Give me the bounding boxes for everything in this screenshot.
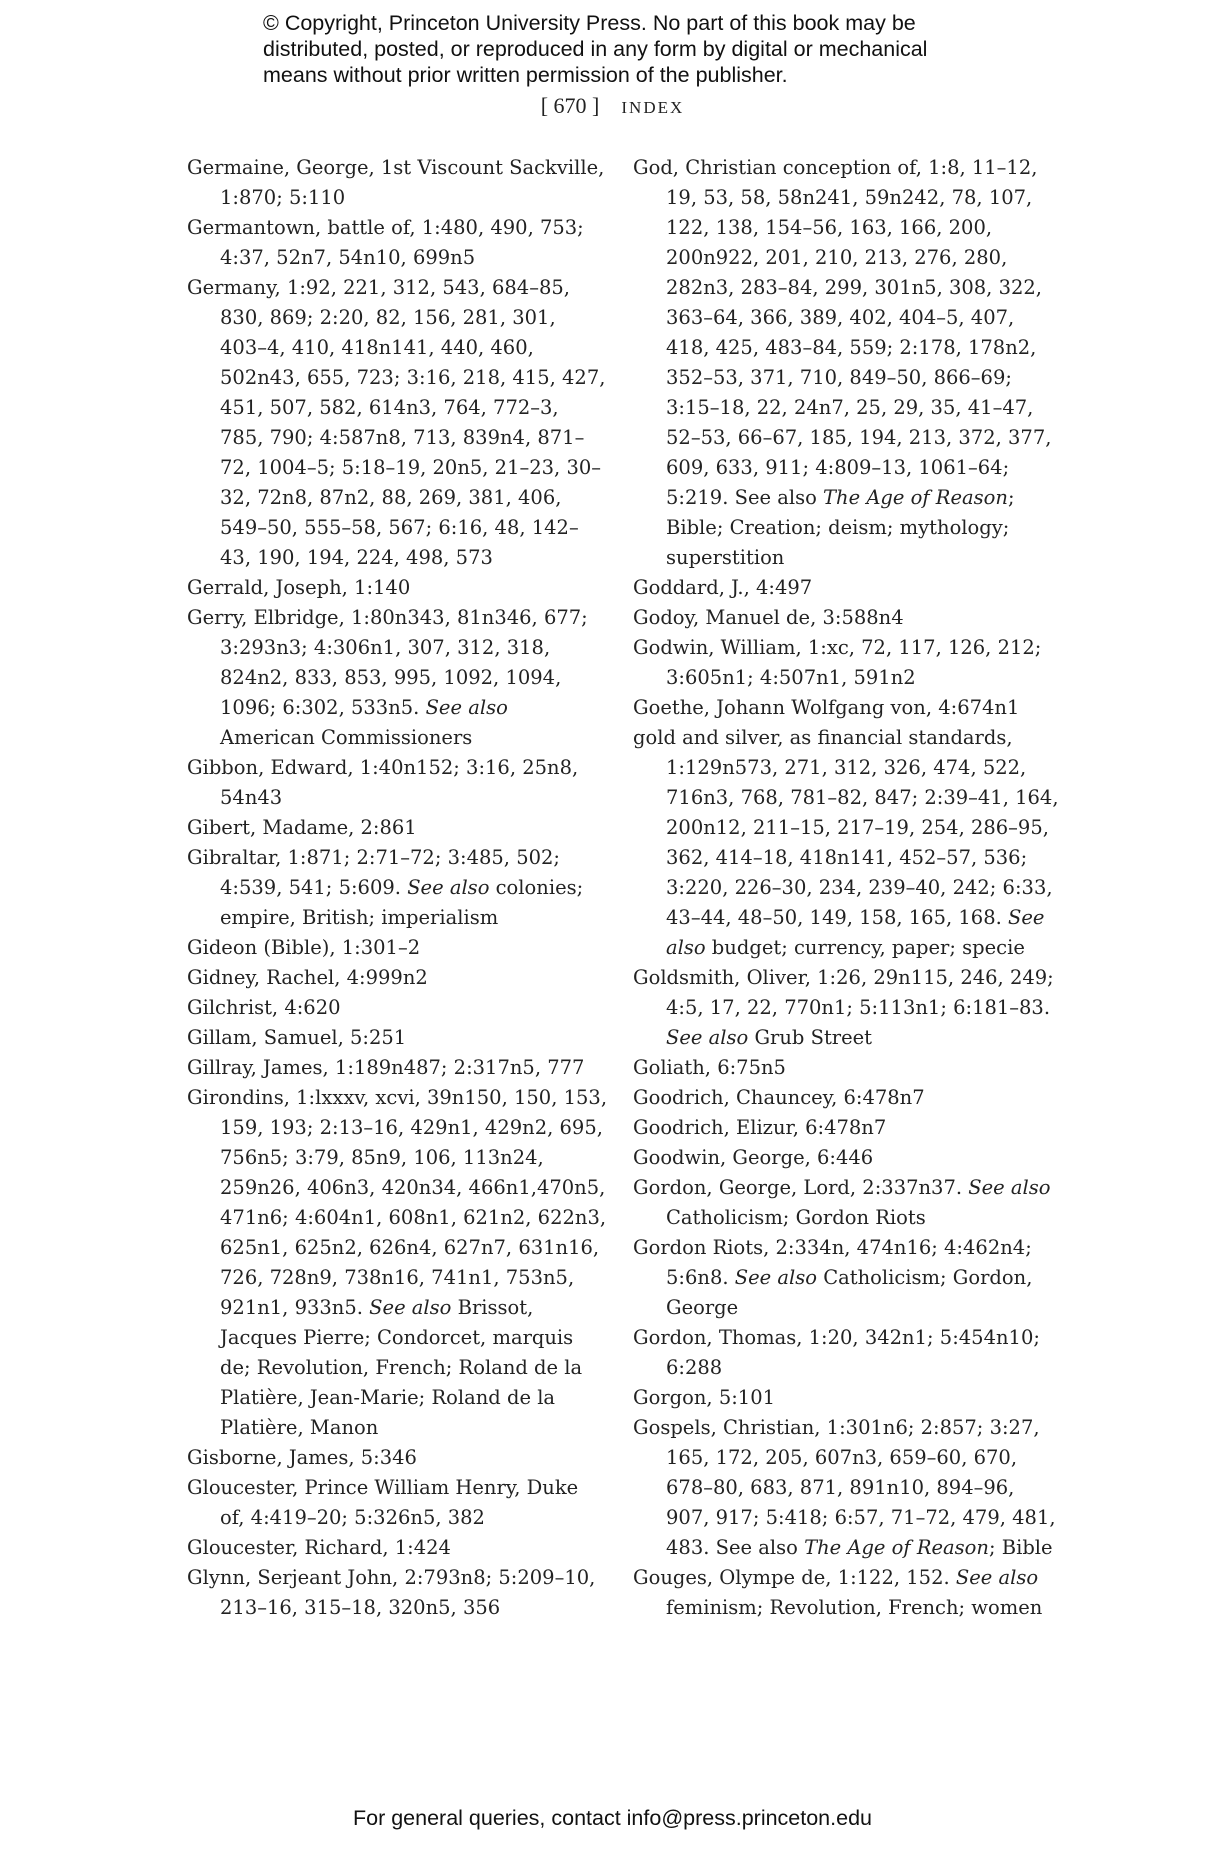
index-entry: [633, 1563, 1063, 1623]
index-entry: [187, 813, 607, 843]
entry-text: Germaine, George, 1st Viscount Sackville, 1:870; 5:110: [187, 156, 611, 209]
page-number: [ 670 ]: [540, 93, 600, 118]
index-entry: [187, 1023, 607, 1053]
copyright-line: means without prior written permission of the publisher.: [263, 63, 788, 87]
contact-text: For general queries, contact info@press.princeton.edu: [352, 1806, 872, 1830]
entry-text: gold and silver, as financial standards, 1:129n573, 271, 312, 326, 474, 522, 716n3, 768, 781–82, 847; 2:39–41, 164, 200n12, 211–15, 217–19, 254, 286–95, 362, 414–18, 418n141, 452–57, 536; 3:220, 226–30, 234, 239–40, 242; 6:33, 43–44, 48–50, 149, 158, 165, 168.: [633, 726, 1065, 929]
copyright-notice: [263, 10, 983, 88]
entry-text: Godoy, Manuel de, 3:588n4: [633, 606, 904, 629]
entry-text: Goldsmith, Oliver, 1:26, 29n115, 246, 249; 4:5, 17, 22, 770n1; 5:113n1; 6:181–83.: [633, 966, 1060, 1019]
entry-text: Gerry, Elbridge, 1:80n343, 81n346, 677; 3:293n3; 4:306n1, 307, 312, 318, 824n2, 833, 853, 995, 1092, 1094, 1096; 6:302, 533n5.: [187, 606, 594, 719]
index-entry: [187, 963, 607, 993]
cross-reference-label: See also: [425, 696, 508, 719]
section-title: INDEX: [621, 98, 685, 117]
entry-text: Gouges, Olympe de, 1:122, 152.: [633, 1566, 956, 1589]
index-entry: [633, 153, 1063, 573]
index-entry: [187, 1083, 614, 1443]
index-column-right: [633, 153, 1063, 1623]
entry-text: Gillam, Samuel, 5:251: [187, 1026, 407, 1049]
entry-text: Gloucester, Prince William Henry, Duke of, 4:419–20; 5:326n5, 382: [187, 1476, 585, 1529]
index-entry: [633, 1143, 1063, 1173]
entry-text: ; Bible; Creation; deism; mythology; superstition: [666, 486, 1021, 569]
index-entry: [633, 1083, 1063, 1113]
cross-reference-label: See also: [666, 1026, 749, 1049]
index-entry: [187, 603, 607, 753]
index-entry: [187, 1053, 607, 1083]
index-entry: [187, 1473, 607, 1533]
entry-text: Gibbon, Edward, 1:40n152; 3:16, 25n8, 54n43: [187, 756, 585, 809]
cross-reference-label: See also: [407, 876, 490, 899]
entry-text: Godwin, William, 1:xc, 72, 117, 126, 212; 3:605n1; 4:507n1, 591n2: [633, 636, 1048, 689]
entry-text: Gloucester, Richard, 1:424: [187, 1536, 451, 1559]
entry-text: Goodrich, Chauncey, 6:478n7: [633, 1086, 925, 1109]
entry-text: Gorgon, 5:101: [633, 1386, 776, 1409]
cross-reference-label: The Age of Reason: [823, 486, 1008, 509]
index-entry: [633, 1173, 1063, 1233]
entry-text: Gibraltar, 1:871; 2:71–72; 3:485, 502; 4:539, 541; 5:609.: [187, 846, 567, 899]
index-entry: [187, 213, 607, 273]
entry-text: Girondins, 1:lxxxv, xcvi, 39n150, 150, 153, 159, 193; 2:13–16, 429n1, 429n2, 695, 756n5; 3:79, 85n9, 106, 113n24, 259n26, 406n3, 420n34, 466n1,470n5, 471n6; 4:604n1, 608n1, 621n2, 622n3, 625n1, 625n2, 626n4, 627n7, 631n16, 726, 728n9, 738n16, 741n1, 753n5, 921n1, 933n5.: [187, 1086, 614, 1319]
entry-text: American Commissioners: [220, 696, 515, 749]
entry-text: Germantown, battle of, 1:480, 490, 753; 4:37, 52n7, 54n10, 699n5: [187, 216, 590, 269]
index-entry: [187, 273, 612, 573]
index-entry: [633, 963, 1063, 1053]
index-entry: [633, 693, 1063, 723]
entry-text: Catholicism; Gordon Riots: [666, 1176, 1057, 1229]
index-entry: [187, 933, 607, 963]
entry-text: Gordon, George, Lord, 2:337n37.: [633, 1176, 969, 1199]
cross-reference-label: See also: [968, 1176, 1051, 1199]
entry-text: Gilchrist, 4:620: [187, 996, 341, 1019]
entry-text: Gibert, Madame, 2:861: [187, 816, 417, 839]
index-entry: [187, 573, 607, 603]
entry-text: budget; currency, paper; specie: [705, 936, 1025, 959]
contact-footer: [0, 1806, 1225, 1831]
index-entry: [633, 1383, 1063, 1413]
entry-text: Glynn, Serjeant John, 2:793n8; 5:209–10, 213–16, 315–18, 320n5, 356: [187, 1566, 602, 1619]
entry-text: Goddard, J., 4:497: [633, 576, 813, 599]
entry-text: colonies; empire, British; imperialism: [220, 876, 590, 929]
entry-text: Goodwin, George, 6:446: [633, 1146, 874, 1169]
entry-text: Gordon Riots, 2:334n, 474n16; 4:462n4; 5:6n8.: [633, 1236, 1038, 1289]
index-entry: [187, 1443, 607, 1473]
index-column-left: [187, 153, 614, 1623]
index-entry: [633, 1233, 1063, 1323]
entry-text: Gideon (Bible), 1:301–2: [187, 936, 421, 959]
cross-reference-label: See also: [666, 906, 1051, 959]
entry-text: Catholicism; Gordon, George: [666, 1266, 1039, 1319]
index-entry: [633, 1053, 1063, 1083]
cross-reference-label: See also: [734, 1266, 817, 1289]
copyright-line: © Copyright, Princeton University Press. No part of this book may be: [263, 11, 916, 35]
index-entry: [187, 153, 611, 213]
entry-text: God, Christian conception of, 1:8, 11–12, 19, 53, 58, 58n241, 59n242, 78, 107, 122, 138, 154–56, 163, 166, 200, 200n922, 201, 210, 213, 276, 280, 282n3, 283–84, 299, 301n5, 308, 322, 363–64, 366, 389, 402, 404–5, 407, 418, 425, 483–84, 559; 2:178, 178n2, 352–53, 371, 710, 849–50, 866–69; 3:15–18, 22, 24n7, 25, 29, 35, 41–47, 52–53, 66–67, 185, 194, 213, 372, 377, 609, 633, 911; 4:809–13, 1061–64; 5:219. See also: [633, 156, 1058, 509]
index-entry: [187, 1563, 607, 1623]
index-entry: [187, 993, 607, 1023]
entry-text: Grub Street: [748, 1026, 873, 1049]
cross-reference-label: The Age of Reason: [804, 1536, 989, 1559]
index-entry: [633, 633, 1063, 693]
index-entry: [633, 603, 1063, 633]
entry-text: feminism; Revolution, French; women: [666, 1566, 1045, 1619]
cross-reference-label: See also: [369, 1296, 452, 1319]
entry-text: Gerrald, Joseph, 1:140: [187, 576, 411, 599]
entry-text: Gospels, Christian, 1:301n6; 2:857; 3:27, 165, 172, 205, 607n3, 659–60, 670, 678–80, 683, 871, 891n10, 894–96, 907, 917; 5:418; 6:57, 71–72, 479, 481, 483. See also: [633, 1416, 1062, 1559]
entry-text: Goodrich, Elizur, 6:478n7: [633, 1116, 887, 1139]
index-entry: [187, 843, 607, 933]
index-entry: [633, 1413, 1063, 1563]
entry-text: Gillray, James, 1:189n487; 2:317n5, 777: [187, 1056, 585, 1079]
entry-text: Goliath, 6:75n5: [633, 1056, 786, 1079]
entry-text: ; Bible: [988, 1536, 1053, 1559]
index-entry: [633, 1113, 1063, 1143]
entry-text: Gordon, Thomas, 1:20, 342n1; 5:454n10; 6:288: [633, 1326, 1047, 1379]
entry-text: Gidney, Rachel, 4:999n2: [187, 966, 428, 989]
entry-text: Goethe, Johann Wolfgang von, 4:674n1: [633, 696, 1020, 719]
index-entry: [633, 1323, 1063, 1383]
entry-text: Germany, 1:92, 221, 312, 543, 684–85, 830, 869; 2:20, 82, 156, 281, 301, 403–4, 410, 418n141, 440, 460, 502n43, 655, 723; 3:16, 218, 415, 427, 451, 507, 582, 614n3, 764, 772–3, 785, 790; 4:587n8, 713, 839n4, 871–72, 1004–5; 5:18–19, 20n5, 21–23, 30–32, 72n8, 87n2, 88, 269, 381, 406, 549–50, 555–58, 567; 6:16, 48, 142–43, 190, 194, 224, 498, 573: [187, 276, 612, 569]
entry-text: Gisborne, James, 5:346: [187, 1446, 417, 1469]
index-entry: [633, 723, 1063, 963]
index-entry: [633, 573, 1063, 603]
running-head: [0, 93, 1225, 121]
index-entry: [187, 1533, 607, 1563]
entry-text: Brissot, Jacques Pierre; Condorcet, marquis de; Revolution, French; Roland de la Platière, Jean-Marie; Roland de la Platière, Manon: [220, 1296, 589, 1439]
cross-reference-label: See also: [955, 1566, 1039, 1589]
copyright-line: distributed, posted, or reproduced in any form by digital or mechanical: [263, 37, 928, 61]
index-entry: [187, 753, 607, 813]
